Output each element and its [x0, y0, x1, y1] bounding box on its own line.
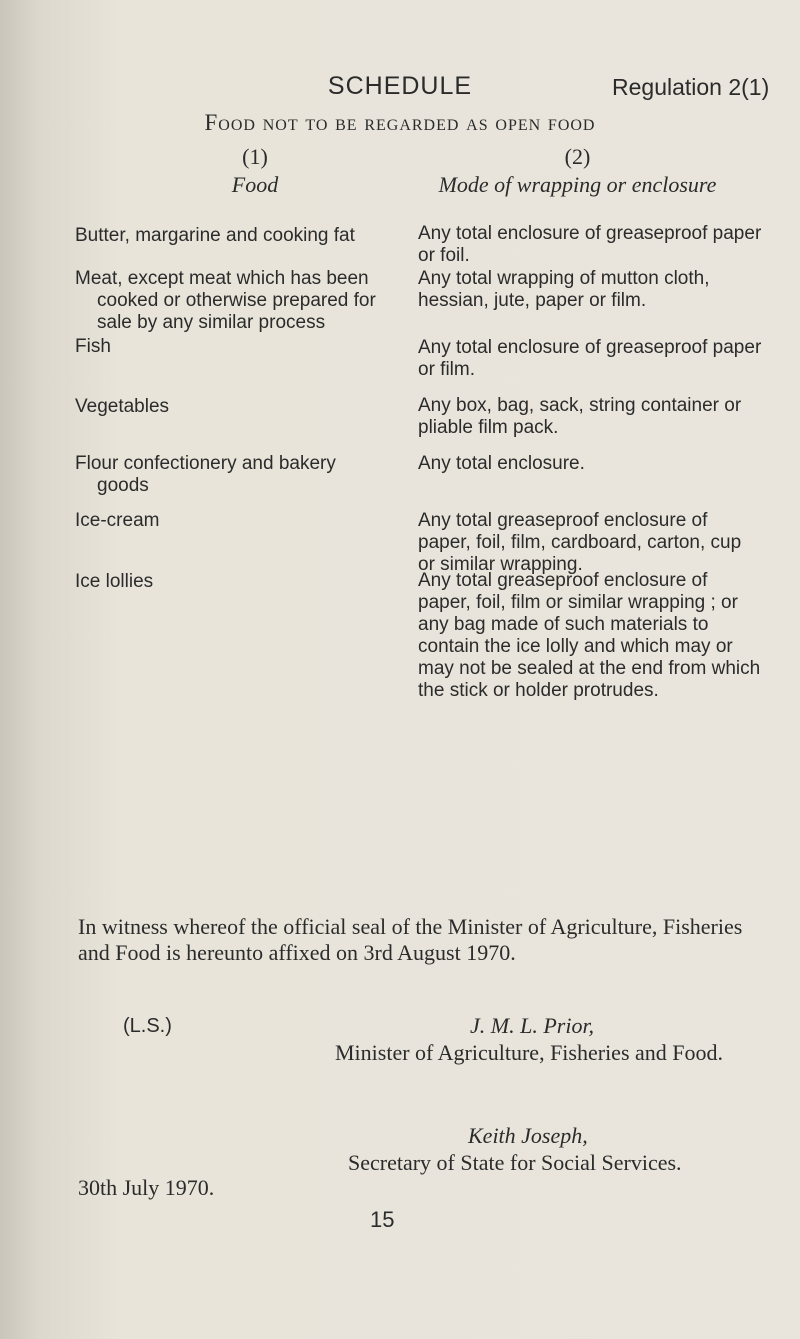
column-2-heading — [400, 144, 755, 198]
food-line: Vegetables — [75, 396, 170, 417]
column-1-heading — [200, 144, 310, 198]
wrapping-mode-butter: Any total enclosure of greaseproof paper or foil. — [418, 223, 762, 266]
food-item-fish — [75, 336, 380, 358]
food-item-ice-cream — [75, 510, 380, 532]
column-2-label: Mode of wrapping or enclosure — [438, 172, 717, 197]
food-line: Ice lollies — [75, 571, 154, 592]
column-1-number: (1) — [242, 144, 268, 169]
wrapping-mode-ice-lollies: Any total greaseproof enclosure of paper, foil, film or similar wrapping ; or any bag made of such materials to contain the ice lolly and which may or may not be sealed at the end from which the stick or holder protrudes. — [418, 570, 761, 701]
regulation-reference: Regulation 2(1) — [612, 74, 770, 100]
food-item-butter — [75, 225, 380, 247]
seal-mark: (L.S.) — [123, 1015, 172, 1037]
food-item-vegetables — [75, 396, 380, 418]
document-date: 30th July 1970. — [78, 1175, 215, 1200]
food-line: cooked or otherwise prepared for — [97, 290, 376, 311]
page-number: 15 — [370, 1207, 395, 1232]
food-line: Flour confectionery and bakery — [75, 453, 336, 474]
wrapping-mode-fish: Any total enclosure of greaseproof paper or film. — [418, 337, 762, 380]
food-line: Butter, margarine and cooking fat — [75, 225, 355, 246]
column-1-label: Food — [231, 172, 279, 197]
food-line: goods — [97, 475, 149, 496]
food-item-flour-confectionery — [75, 453, 380, 497]
schedule-subtitle: Food not to be regarded as open food — [204, 110, 596, 135]
food-line: sale by any similar process — [97, 312, 326, 333]
schedule-heading: SCHEDULE — [327, 72, 473, 100]
food-line: Fish — [75, 336, 111, 357]
food-line: Meat, except meat which has been — [75, 268, 369, 289]
food-item-meat — [75, 268, 380, 334]
signatory-1-name: J. M. L. Prior, — [470, 1013, 595, 1038]
food-item-ice-lollies — [75, 571, 380, 593]
wrapping-mode-flour-confectionery: Any total enclosure. — [418, 453, 585, 474]
wrapping-mode-ice-cream: Any total greaseproof enclosure of paper, foil, film, cardboard, carton, cup or similar wrapping. — [418, 510, 742, 575]
column-2-number: (2) — [564, 144, 591, 169]
food-line: Ice-cream — [75, 510, 160, 531]
witness-statement: In witness whereof the official seal of the Minister of Agriculture, Fisheries and Food is hereunto affixed on 3rd August 1970. — [78, 914, 743, 965]
wrapping-mode-vegetables: Any box, bag, sack, string container or pliable film pack. — [418, 395, 742, 438]
signatory-2-title: Secretary of State for Social Services. — [348, 1150, 682, 1175]
wrapping-mode-meat: Any total wrapping of mutton cloth, hessian, jute, paper or film. — [418, 268, 710, 311]
signatory-1-title: Minister of Agriculture, Fisheries and Food. — [335, 1040, 724, 1065]
signatory-2-name: Keith Joseph, — [468, 1123, 588, 1148]
